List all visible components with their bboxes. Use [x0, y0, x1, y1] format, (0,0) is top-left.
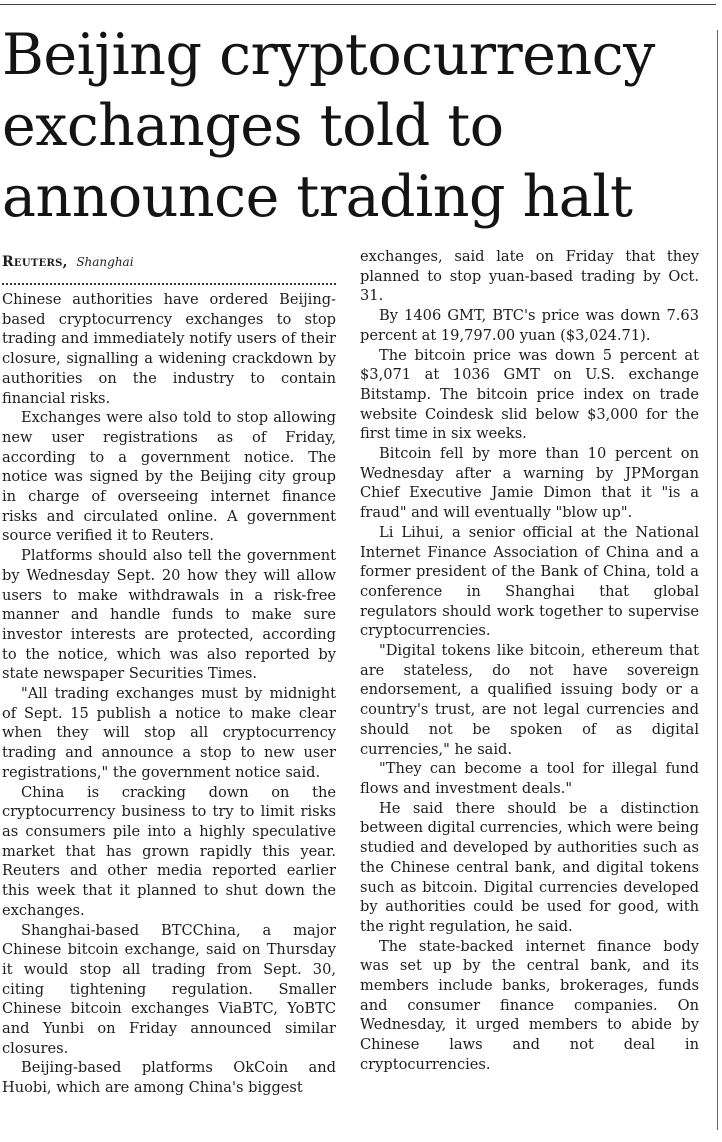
body-paragraph: Li Lihui, a senior official at the National Internet Finance Association of China and a former president of the Bank of China, told a conference in Shanghai that global regulators should work together to supervise cryptocurrencies.: [360, 523, 699, 640]
body-paragraph: Platforms should also tell the government by Wednesday Sept. 20 how they will allow users to make withdrawals in a risk-free manner and handle funds to make sure investor interests are protected, according to the notice, which was also reported by state newspaper Securities Times.: [2, 547, 336, 683]
article-column-1: [2, 290, 336, 1098]
byline: [2, 252, 336, 272]
headline: Beijing cryptocurrency exchanges told to announce trading halt: [2, 22, 655, 230]
body-paragraph: China is cracking down on the cryptocurrency business to try to limit risks as consumers pile into a highly speculative market that has grown rapidly this year. Reuters and other media reported earlier this week that it planned to shut down the exchanges.: [2, 783, 336, 919]
body-paragraph: The bitcoin price was down 5 percent at $3,071 at 1036 GMT on U.S. exchange Bitstamp. The bitcoin price index on trade website Coindesk slid below $3,000 for the first time in six weeks.: [360, 346, 699, 443]
body-paragraph: Beijing-based platforms OkCoin and Huobi, which are among China's biggest: [2, 1059, 336, 1097]
body-paragraph: "They can become a tool for illegal fund flows and investment deals.": [360, 760, 699, 797]
article-column-2: [360, 247, 699, 1075]
body-paragraph: "Digital tokens like bitcoin, ethereum that are stateless, do not have sovereign endorsement, a qualified issuing body or a country's trust, are not legal currencies and should not be spoken of as digital currencies," he said.: [360, 642, 699, 758]
body-paragraph: Bitcoin fell by more than 10 percent on Wednesday after a warning by JPMorgan Chief Executive Jamie Dimon that it "is a fraud" and will eventually "blow up".: [360, 445, 699, 522]
byline-agency: Reuters,: [2, 254, 68, 270]
top-rule: [0, 4, 716, 5]
byline-location: Shanghai: [76, 255, 134, 269]
body-paragraph: The state-backed internet finance body was set up by the central bank, and its members include banks, brokerages, funds and consumer finance companies. On Wednesday, it urged members to abide by Chinese laws and not deal in cryptocurrencies.: [360, 937, 699, 1073]
body-paragraph: By 1406 GMT, BTC's price was down 7.63 percent at 19,797.00 yuan ($3,024.71).: [360, 307, 699, 344]
column-edge-rule: [717, 30, 718, 1130]
body-paragraph: Chinese authorities have ordered Beijing-based cryptocurrency exchanges to stop trading and immediately notify users of their closure, signalling a widening crackdown by authorities on the industry to contain financial risks.: [2, 291, 336, 407]
byline-divider: [2, 283, 336, 285]
body-paragraph-continued: exchanges, said late on Friday that they planned to stop yuan-based trading by Oct. 31.: [360, 248, 699, 305]
body-paragraph: He said there should be a distinction between digital currencies, which were being studied and developed by authorities such as the Chinese central bank, and digital tokens such as bitcoin. Digital currencies developed by authorities could be used for good, with the right regulation, he said.: [360, 799, 699, 935]
body-paragraph: Shanghai-based BTCChina, a major Chinese bitcoin exchange, said on Thursday it would stop all trading from Sept. 30, citing tightening regulation. Smaller Chinese bitcoin exchanges ViaBTC, YoBTC and Yunbi on Friday announced similar closures.: [2, 921, 336, 1057]
body-paragraph: "All trading exchanges must by midnight of Sept. 15 publish a notice to make clear when they will stop all cryptocurrency trading and announce a stop to new user registrations," the government notice said.: [2, 685, 336, 781]
body-paragraph: Exchanges were also told to stop allowing new user registrations as of Friday, according to a government notice. The notice was signed by the Beijing city group in charge of overseeing internet finance risks and circulated online. A government source verified it to Reuters.: [2, 409, 336, 545]
